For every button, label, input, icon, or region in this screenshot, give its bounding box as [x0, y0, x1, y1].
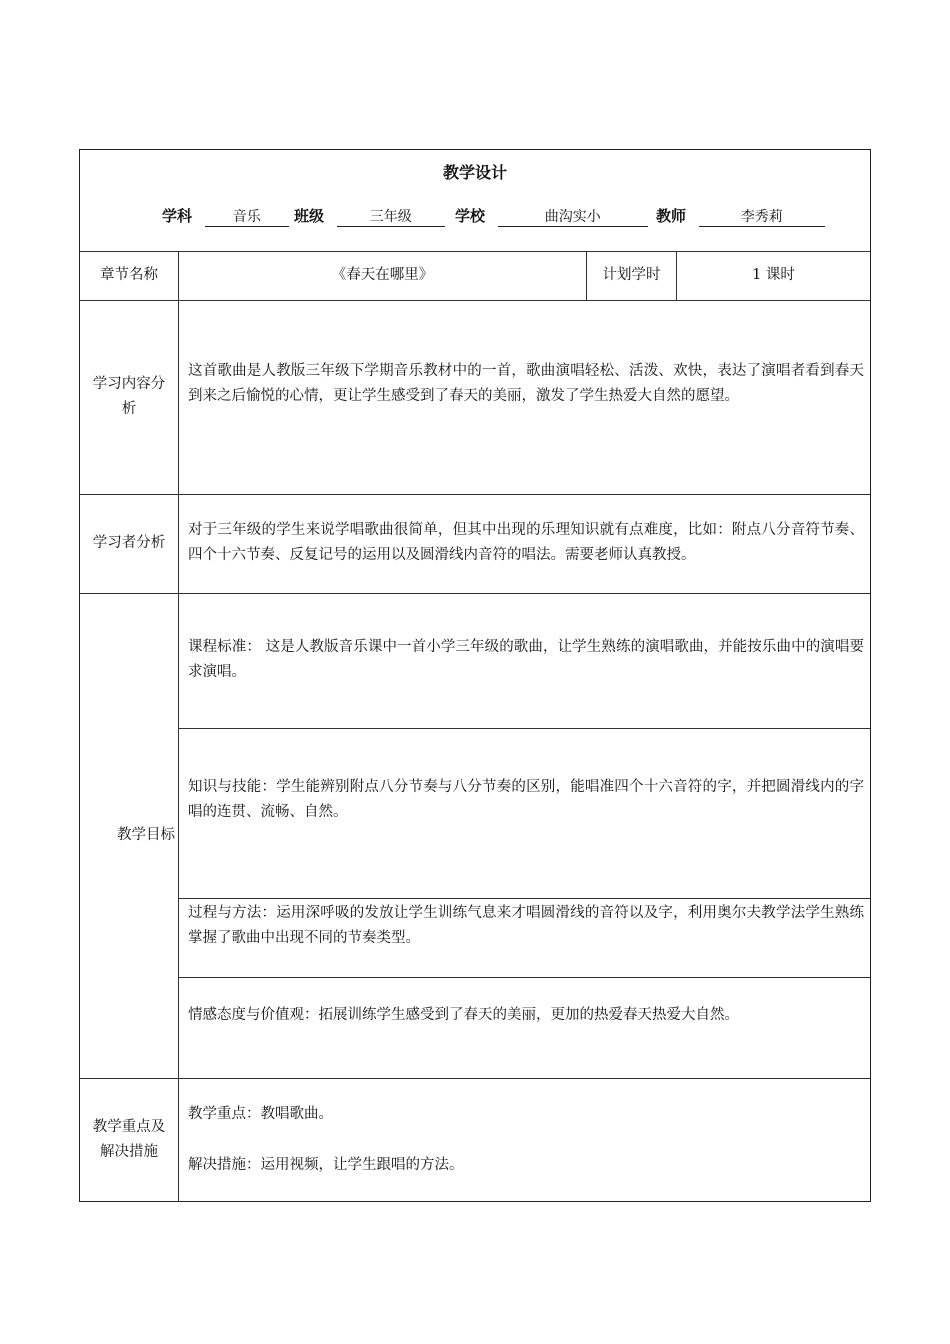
learner-analysis-label: 学习者分析 — [92, 535, 166, 551]
key-points-label: 教学重点及解决措施 — [92, 1119, 166, 1160]
chapter-name: 《春天在哪里》 — [331, 267, 434, 283]
learner-analysis-text: 对于三年级的学生来说学唱歌曲很简单，但其中出现的乐理知识就有点难度，比如：附点八分音符节奏、四个十六节奏、反复记号的运用以及圆滑线内音符的唱法。需要老师认真教授。 — [188, 522, 864, 563]
teaching-focus-text: 教学重点：教唱歌曲。 — [188, 1106, 333, 1122]
subject-field — [162, 205, 289, 227]
row-divider — [80, 593, 870, 594]
row-divider — [179, 728, 870, 729]
school-field — [455, 205, 648, 227]
knowledge-skills-text: 知识与技能：学生能辨别附点八分节奏与八分节奏的区别，能唱准四个十六音符的字，并把圆滑线内的字唱的连贯、流畅、自然。 — [188, 779, 864, 820]
row-divider — [179, 977, 870, 978]
class-value: 三年级 — [337, 208, 445, 227]
row-divider — [80, 494, 870, 495]
row-divider — [179, 898, 870, 899]
teacher-field — [656, 205, 825, 227]
objectives-label: 教学目标 — [117, 827, 175, 843]
class-field — [294, 205, 445, 227]
row-divider — [80, 1078, 870, 1079]
chapter-label: 章节名称 — [100, 267, 158, 283]
emotion-values-text: 情感态度与价值观：拓展训练学生感受到了春天的美丽，更加的热爱春天热爱大自然。 — [188, 1007, 739, 1023]
teacher-value: 李秀莉 — [699, 208, 825, 227]
document-title: 教学设计 — [442, 163, 507, 182]
subject-label: 学科 — [162, 207, 193, 225]
teacher-label: 教师 — [656, 207, 687, 225]
process-method-text: 过程与方法：运用深呼吸的发放让学生训练气息来才唱圆滑线的音符以及字，利用奥尔夫教学法学生熟练掌握了歌曲中出现不同的节奏类型。 — [188, 905, 864, 946]
content-analysis-label: 学习内容分析 — [92, 376, 166, 417]
content-analysis-text: 这首歌曲是人教版三年级下学期音乐教材中的一首，歌曲演唱轻松、活泼、欢快，表达了演唱者看到春天到来之后愉悦的心情，更让学生感受到了春天的美丽，激发了学生热爱大自然的愿望。 — [188, 363, 864, 404]
class-label: 班级 — [294, 207, 325, 225]
planned-hours-label: 计划学时 — [602, 267, 661, 283]
subject-value: 音乐 — [205, 208, 289, 227]
lesson-plan-table — [79, 149, 871, 1202]
row-divider — [80, 300, 870, 301]
curriculum-standard-text: 课程标准： 这是人教版音乐课中一首小学三年级的歌曲，让学生熟练的演唱歌曲，并能按乐曲中的演唱要求演唱。 — [188, 639, 864, 680]
planned-hours-value: 1 课时 — [752, 267, 795, 283]
solution-text: 解决措施：运用视频，让学生跟唱的方法。 — [188, 1157, 464, 1173]
school-value: 曲沟实小 — [498, 208, 648, 227]
school-label: 学校 — [455, 207, 486, 225]
